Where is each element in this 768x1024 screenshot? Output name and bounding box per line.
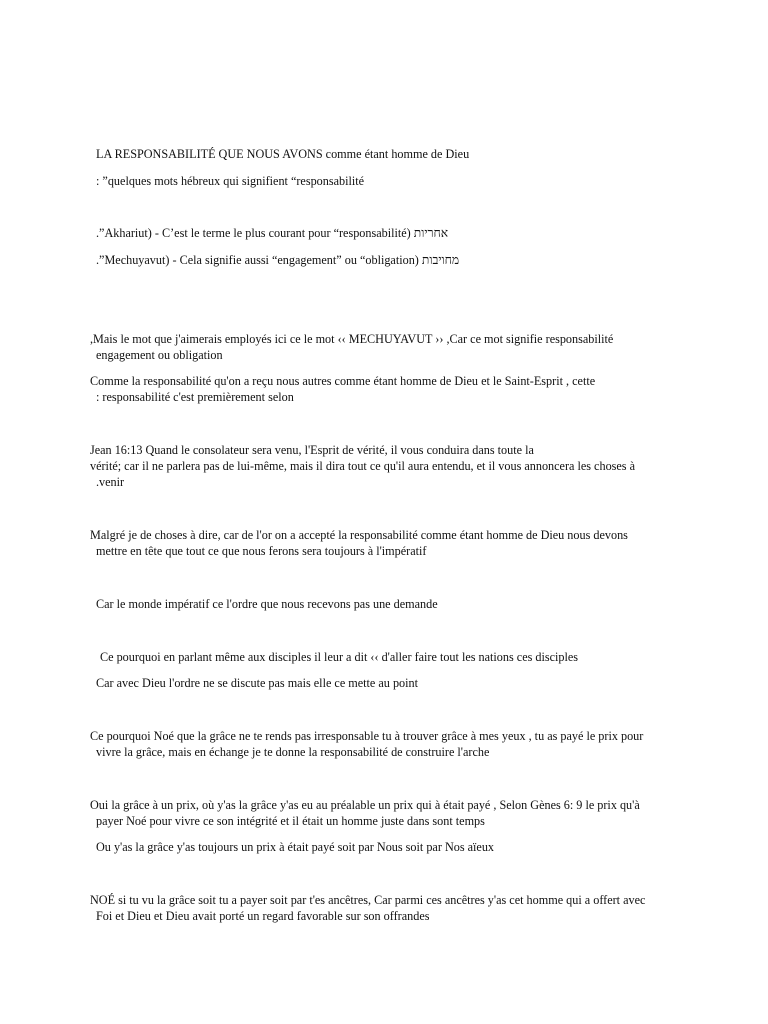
text-line: Foi et Dieu et Dieu avait porté un regard favorable sur son offrandes bbox=[96, 909, 430, 923]
text-line: Malgré je de choses à dire, car de l'or on a accepté la responsabilité comme étant homme de Dieu nous devons bbox=[90, 528, 628, 542]
text-line: payer Noé pour vivre ce son intégrité et il était un homme juste dans sont temps bbox=[96, 814, 485, 828]
text-line: .”Akhariut) - C’est le terme le plus courant pour “responsabilité) אחריות bbox=[96, 226, 449, 240]
text-line: Ce pourquoi en parlant même aux disciples il leur a dit ‹‹ d'aller faire tout les nations ces disciples bbox=[100, 650, 579, 664]
text-line: Car le monde impératif ce l'ordre que nous recevons pas une demande bbox=[96, 597, 438, 611]
text-line: vérité; car il ne parlera pas de lui-même, mais il dira tout ce qu'il aura entendu, et il vous annoncera les choses à bbox=[90, 459, 636, 473]
text-line: .venir bbox=[96, 475, 125, 489]
text-line: Jean 16:13 Quand le consolateur sera venu, l'Esprit de vérité, il vous conduira dans toute la bbox=[90, 443, 534, 457]
text-line: vivre la grâce, mais en échange je te donne la responsabilité de construire l'arche bbox=[96, 745, 490, 759]
text-line: Comme la responsabilité qu'on a reçu nous autres comme étant homme de Dieu et le Saint-Esprit , cette bbox=[90, 374, 596, 388]
text-line: Ce pourquoi Noé que la grâce ne te rends pas irresponsable tu à trouver grâce à mes yeux , tu as payé le prix pour bbox=[90, 729, 644, 743]
text-line: engagement ou obligation bbox=[96, 348, 223, 362]
text-line: ,Mais le mot que j'aimerais employés ici ce le mot ‹‹ MECHUYAVUT ›› ,Car ce mot signifie responsabilité bbox=[90, 332, 614, 346]
text-line: : ”quelques mots hébreux qui signifient “responsabilité bbox=[96, 174, 365, 188]
text-line: NOÉ si tu vu la grâce soit tu a payer soit par t'es ancêtres, Car parmi ces ancêtres y'as cet homme qui a offert avec bbox=[90, 893, 646, 907]
text-line: Oui la grâce à un prix, où y'as la grâce y'as eu au préalable un prix qui à était payé , Selon Gènes 6: 9 le prix qu'à bbox=[90, 798, 640, 812]
text-line: : responsabilité c'est premièrement selon bbox=[96, 390, 294, 404]
text-line: .”Mechuyavut) - Cela signifie aussi “engagement” ou “obligation) מחויבות bbox=[96, 253, 460, 267]
text-line: mettre en tête que tout ce que nous ferons sera toujours à l'impératif bbox=[96, 544, 427, 558]
document-title: LA RESPONSABILITÉ QUE NOUS AVONS comme étant homme de Dieu bbox=[96, 147, 470, 161]
text-line: Car avec Dieu l'ordre ne se discute pas mais elle ce mette au point bbox=[96, 676, 418, 690]
text-line: Ou y'as la grâce y'as toujours un prix à était payé soit par Nous soit par Nos aïeux bbox=[96, 840, 495, 854]
